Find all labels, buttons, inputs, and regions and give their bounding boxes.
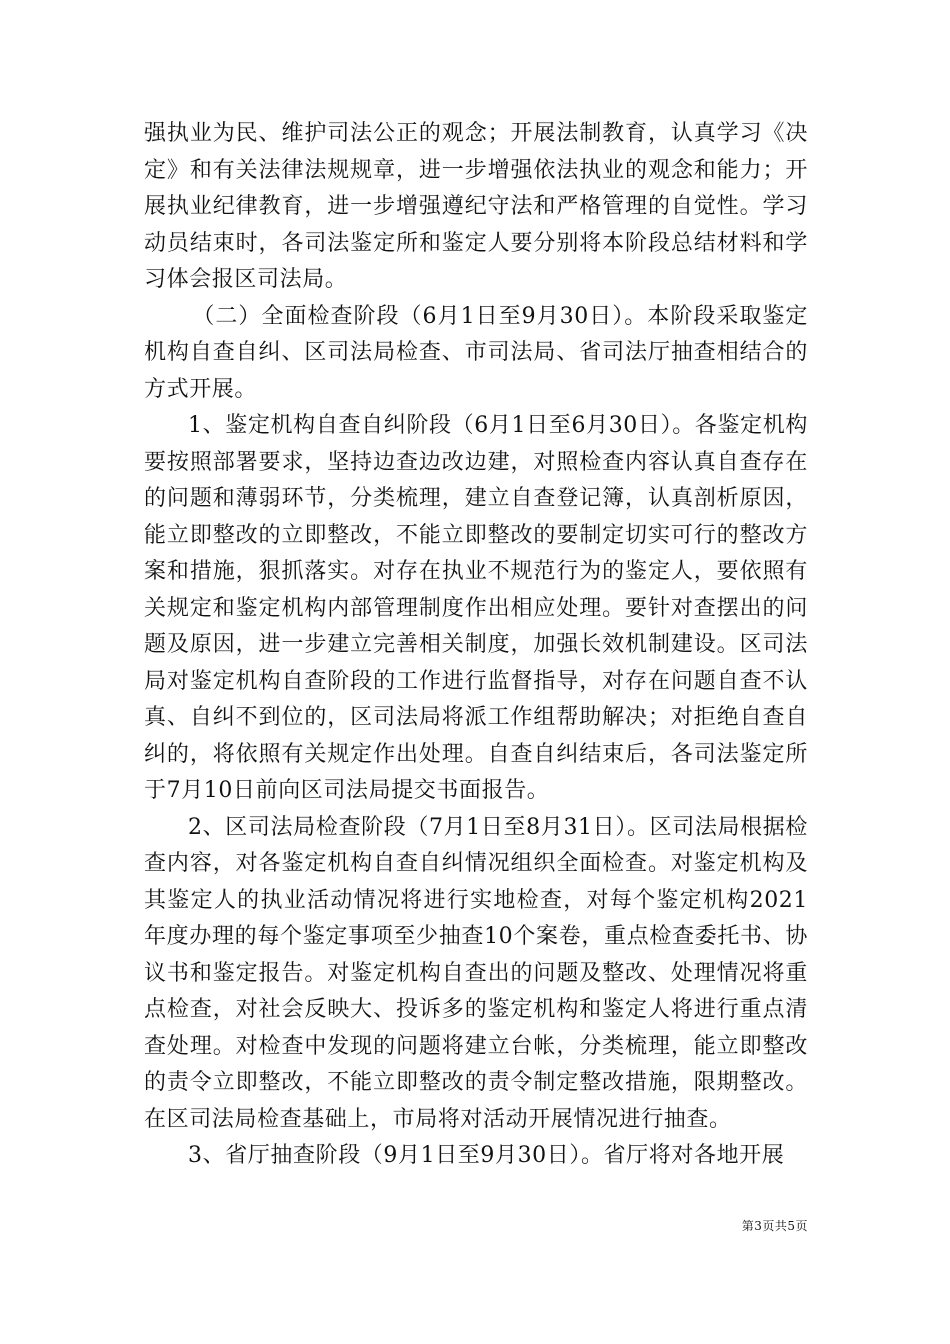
paragraph-continuation: 强执业为民、维护司法公正的观念；开展法制教育，认真学习《决定》和有关法律法规规章，进一步增强依法执业的观念和能力；开展执业纪律教育，进一步增强遵纪守法和严格管理的自觉性。学习动员结束时，各司法鉴定所和鉴定人要分别将本阶段总结材料和学习体会报区司法局。 [144, 121, 808, 292]
document-body [144, 116, 808, 1175]
paragraph-full-inspection-stage: （二）全面检查阶段（6月1日至9月30日）。本阶段采取鉴定机构自查自纠、区司法局检查、市司法局、省司法厅抽查相结合的方式开展。 [144, 303, 808, 402]
page-indicator: 第3页共5页 [741, 1219, 808, 1233]
paragraph-self-check-stage: 1、鉴定机构自查自纠阶段（6月1日至6月30日）。各鉴定机构要按照部署要求，坚持边查边改边建，对照检查内容认真自查存在的问题和薄弱环节，分类梳理，建立自查登记簿，认真剖析原因，能立即整改的立即整改，不能立即整改的要制定切实可行的整改方案和措施，狠抓落实。对存在执业不规范行为的鉴定人，要依照有关规定和鉴定机构内部管理制度作出相应处理。要针对查摆出的问题及原因，进一步建立完善相关制度，加强长效机制建设。区司法局对鉴定机构自查阶段的工作进行监督指导，对存在问题自查不认真、自纠不到位的，区司法局将派工作组帮助解决；对拒绝自查自纠的，将依照有关规定作出处理。自查自纠结束后，各司法鉴定所于7月10日前向区司法局提交书面报告。 [144, 413, 808, 803]
paragraph-district-inspection-stage: 2、区司法局检查阶段（7月1日至8月31日）。区司法局根据检查内容，对各鉴定机构自查自纠情况组织全面检查。对鉴定机构及其鉴定人的执业活动情况将进行实地检查，对每个鉴定机构2021年度办理的每个鉴定事项至少抽查10个案卷，重点检查委托书、协议书和鉴定报告。对鉴定机构自查出的问题及整改、处理情况将重点检查，对社会反映大、投诉多的鉴定机构和鉴定人将进行重点清查处理。对检查中发现的问题将建立台帐，分类梳理，能立即整改的责令立即整改，不能立即整改的责令制定整改措施，限期整改。在区司法局检查基础上，市局将对活动开展情况进行抽查。 [144, 814, 808, 1132]
paragraph-provincial-spot-check-stage: 3、省厅抽查阶段（9月1日至9月30日）。省厅将对各地开展 [188, 1143, 785, 1168]
